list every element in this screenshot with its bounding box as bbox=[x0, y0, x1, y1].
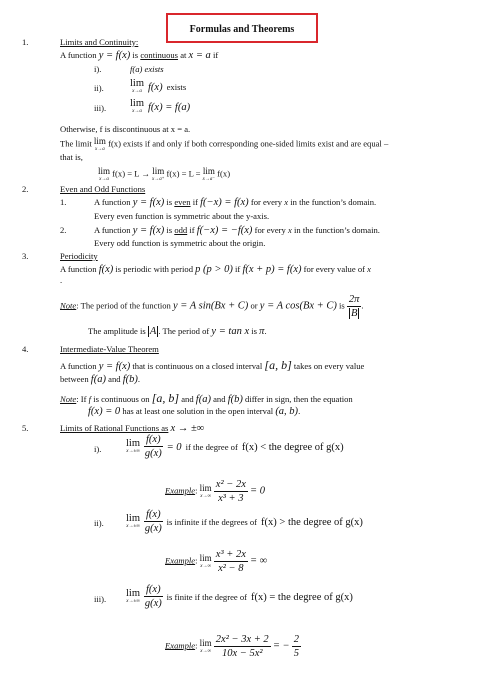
s1-item-text: f(a) exists bbox=[130, 64, 164, 74]
s5-item-num: i). bbox=[94, 444, 102, 454]
s2-item-odd: A function y = f(x) is odd if f(−x) = −f(x) for every x in the function’s domain. bbox=[94, 225, 380, 236]
s2-item-num: 1. bbox=[60, 197, 67, 207]
section-number: 1. bbox=[22, 37, 29, 47]
section-heading-ivt: Intermediate-Value Theorem bbox=[60, 344, 159, 354]
s1-item-num: ii). bbox=[94, 83, 104, 93]
s2-item-note: Every even function is symmetric about the y-axis. bbox=[94, 211, 270, 221]
s5-item-num: ii). bbox=[94, 518, 104, 528]
section-heading-periodicity: Periodicity bbox=[60, 251, 98, 261]
section-number: 2. bbox=[22, 184, 29, 194]
section-number: 4. bbox=[22, 344, 29, 354]
s4-line2: between f(a) and f(b). bbox=[60, 374, 141, 385]
s5-item-num: iii). bbox=[94, 594, 107, 604]
s5-item-rule: lim x→±∞ $\frac{f(x)}{g(x)}$ is infinite if the degrees of f(x) > the degree of g(x) bbox=[126, 509, 363, 534]
page-title: Formulas and Theorems bbox=[166, 13, 318, 43]
s3-dot: . bbox=[60, 275, 63, 285]
s1-item-num: i). bbox=[94, 64, 102, 74]
s1-item-limit: lim x→a f(x) = f(a) bbox=[130, 97, 191, 114]
s4-line1: A function y = f(x) that is continuous on a closed interval [a, b] takes on every value bbox=[60, 358, 365, 372]
section-heading-even-odd: Even and Odd Functions bbox=[60, 184, 146, 194]
s3-amplitude: The amplitude is A . The period of y = tan x is π. bbox=[88, 326, 267, 337]
s1-otherwise: Otherwise, f is discontinuous at x = a. bbox=[60, 124, 191, 134]
s2-item-even: A function y = f(x) is even if f(−x) = f(x) for every x in the function’s domain. bbox=[94, 197, 377, 208]
s3-note: Note: The period of the function y = A sin(Bx + C) or y = A cos(Bx + C) is $\frac{2\pi}{B}$ . bbox=[60, 294, 364, 319]
continuous-term: continuous bbox=[140, 50, 179, 60]
s1-item-limit: lim x→a f(x) exists bbox=[130, 77, 187, 94]
s5-example: Example: lim x→∞ $\frac{\text{2x² − 3x + 2}}{\text{10x − 5x²}}$ = − $\frac{2}{5}$ bbox=[165, 634, 300, 659]
s5-example: Example: lim x→∞ $\frac{\text{x³ + 2x}}{\text{x² − 8}}$ = ∞ bbox=[165, 549, 268, 574]
section-heading-limits: Limits and Continuity: bbox=[60, 37, 139, 47]
s4-solution: f(x) = 0 has at least one solution in the open interval (a, b). bbox=[88, 406, 301, 417]
section-heading-rational: Limits of Rational Functions as x → ±∞ bbox=[60, 423, 205, 434]
s1-intro: A function y = f(x) is continuous at x = a if bbox=[60, 50, 219, 61]
s1-limit-line: The limit lim x→a f(x) exists if and only if both corresponding one-sided limits exist and are equal – bbox=[60, 136, 389, 152]
section-number: 3. bbox=[22, 251, 29, 261]
s1-that-is: that is, bbox=[60, 152, 83, 162]
section-number: 5. bbox=[22, 423, 29, 433]
s4-note: Note: If f is continuous on [a, b] and f(a) and f(b) differ in sign, then the equation bbox=[60, 391, 353, 405]
s5-item-rule: lim x→±∞ $\frac{f(x)}{g(x)}$ = 0 if the degree of f(x) < the degree of g(x) bbox=[126, 434, 344, 459]
s2-item-num: 2. bbox=[60, 225, 67, 235]
s5-example: Example: lim x→∞ $\frac{\text{x² − 2x}}{\text{x³ + 3}}$ = 0 bbox=[165, 479, 265, 504]
s3-definition: A function f(x) is periodic with period p (p > 0) if f(x + p) = f(x) for every value of x bbox=[60, 264, 371, 275]
s2-item-note: Every odd function is symmetric about the origin. bbox=[94, 238, 266, 248]
s1-onesided: lim x→a f(x) = L → lim x→a⁺ f(x) = L = lim x→a⁻ f(x) bbox=[98, 166, 231, 182]
s5-item-rule: lim x→±∞ $\frac{f(x)}{g(x)}$ is finite if the degree of f(x) = the degree of g(x) bbox=[126, 584, 353, 609]
s1-item-num: iii). bbox=[94, 103, 107, 113]
period-fraction: $\frac{2\pi}{B}$ bbox=[348, 294, 360, 319]
